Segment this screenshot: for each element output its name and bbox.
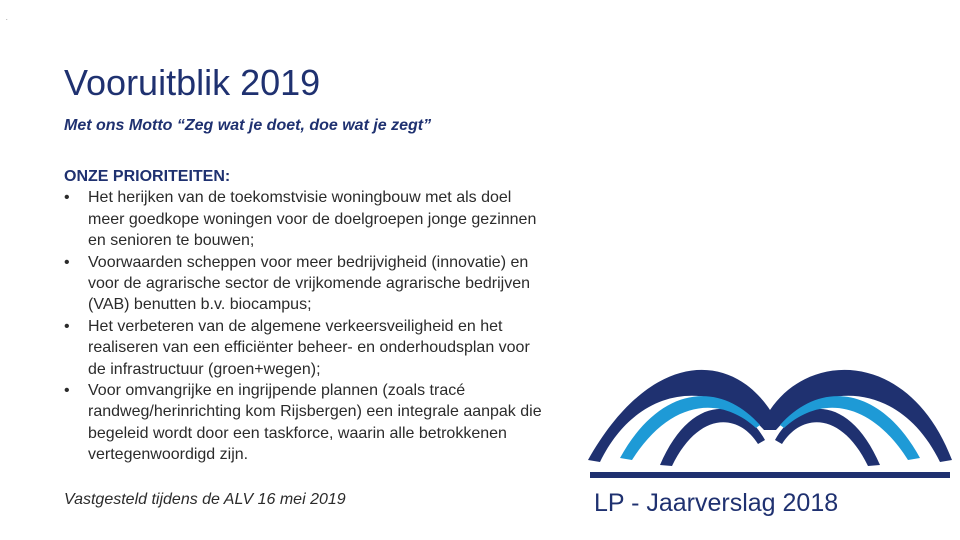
priority-item <box>64 316 544 380</box>
priority-text: Voorwaarden scheppen voor meer bedrijvigheid (innovatie) en voor de agrarische sector de vrijkomende agrarische bedrijven (VAB) benutten b.v. biocampus; <box>88 253 530 314</box>
bullet-icon: • <box>64 317 70 335</box>
bridge-arches-logo-icon <box>580 340 960 500</box>
priority-text: Het herijken van de toekomstvisie woningbouw met als doel meer goedkope woningen voor de doelgroepen jonge gezinnen en senioren te bouwen; <box>88 189 537 250</box>
priorities-heading: ONZE PRIORITEITEN: <box>64 168 231 185</box>
annual-report-label: LP - Jaarverslag 2018 <box>594 489 839 517</box>
bullet-icon: • <box>64 253 70 271</box>
slide-title: Vooruitblik 2019 <box>64 62 321 103</box>
adoption-note: Vastgesteld tijdens de ALV 16 mei 2019 <box>64 491 346 508</box>
bridge-water-line <box>590 472 950 478</box>
priorities-section <box>64 166 544 466</box>
priorities-list <box>64 187 544 465</box>
corner-mark: . <box>6 16 8 22</box>
priority-item <box>64 187 544 251</box>
priority-text: Voor omvangrijke en ingrijpende plannen (zoals tracé randweg/herinrichting kom Rijsbergen) een integrale aanpak die begeleid wordt door een taskforce, waarin alle betrokkenen vertegenwoordigd zijn. <box>88 382 542 464</box>
bullet-icon: • <box>64 189 70 207</box>
bridge-main-arch <box>588 370 952 462</box>
priority-text: Het verbeteren van de algemene verkeersveiligheid en het realiseren van een efficiënter beheer- en onderhoudsplan voor de infrastructuur (groen+wegen); <box>88 317 530 378</box>
priority-item <box>64 252 544 316</box>
slide-subtitle: Met ons Motto “Zeg wat je doet, doe wat je zegt” <box>64 117 432 134</box>
bullet-icon: • <box>64 382 70 400</box>
priority-item <box>64 380 544 466</box>
